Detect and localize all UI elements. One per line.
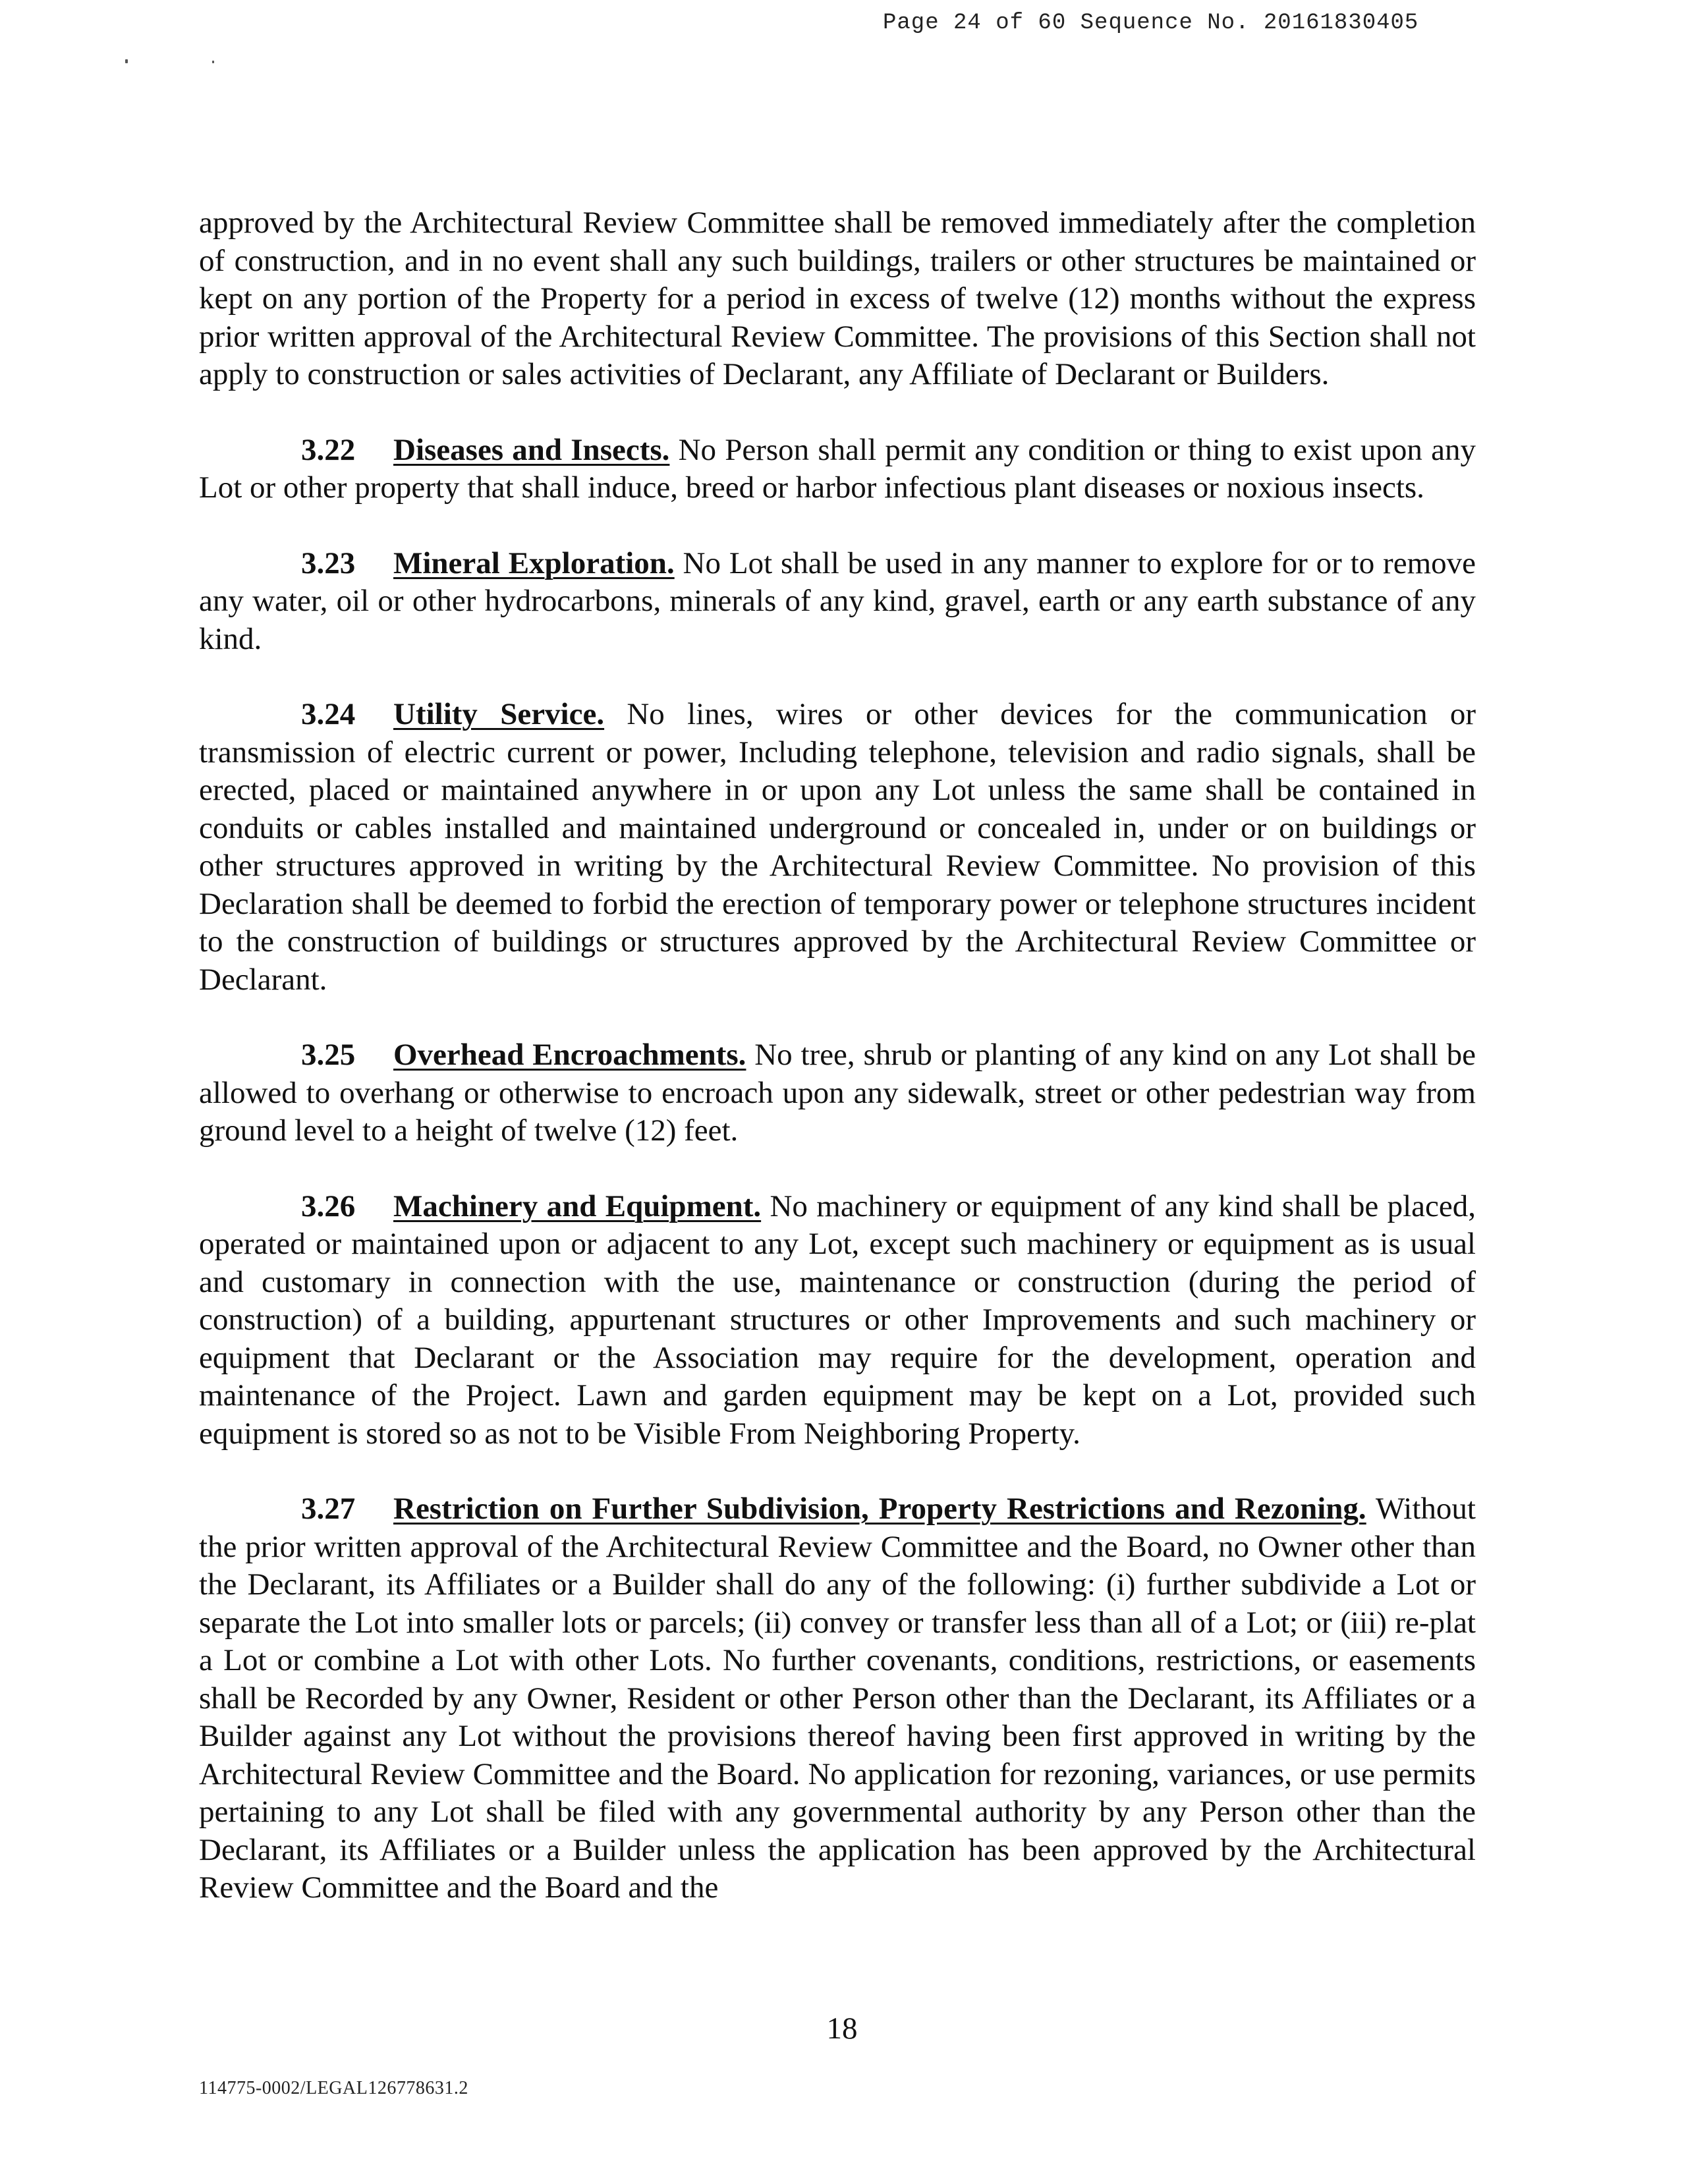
section-text: No Person shall permit any condition or thing to exist upon any Lot or other property that shall induce, breed or harbor infectious plant diseases or noxious insects. [199,432,1476,505]
section-title: Machinery and Equipment. [393,1189,762,1223]
section-number: 3.25 [301,1038,356,1072]
section-number: 3.27 [301,1492,356,1526]
continuation-paragraph: approved by the Architectural Review Committee shall be removed immediately after the completion of construction, and in no event shall any such buildings, trailers or other structures be maintained or kept on any portion of the Property for a period in excess of twelve (12) months without the express prior written approval of the Architectural Review Committee. The provisions of this Section shall not apply to construction or sales activities of Declarant, any Affiliate of Declarant or Builders. [199,206,1476,391]
section-3-23 [199,545,1476,659]
section-text: No lines, wires or other devices for the communication or transmission of electric current or power, Including telephone, television and radio signals, shall be erected, placed or maintained anywhere in or upon any Lot unless the same shall be contained in conduits or cables installed and maintained underground or concealed in, under or on buildings or other structures approved in writing by the Architectural Review Committee. No provision of this Declaration shall be deemed to forbid the erection of temporary power or telephone structures incident to the construction of buildings or structures approved by the Architectural Review Committee or Declarant. [199,697,1476,997]
section-number: 3.23 [301,546,356,580]
section-3-26 [199,1188,1476,1453]
page-number: 18 [826,2011,858,2046]
section-3-24 [199,696,1476,999]
section-text: Without the prior written approval of the Architectural Review Committee and the Board, no Owner other than the Declarant, its Affiliates or a Builder shall do any of the following: (i) further subdivide a Lot or separate the Lot into smaller lots or parcels; (ii) convey or transfer less than all of a Lot; or (iii) re-plat a Lot or combine a Lot with other Lots. No further covenants, conditions, restrictions, or easements shall be Recorded by any Owner, Resident or other Person other than the Declarant, its Affiliates or a Builder against any Lot without the provisions thereof having been first approved in writing by the Architectural Review Committee and the Board. No application for rezoning, variances, or use permits pertaining to any Lot shall be filed with any governmental authority by any Person other than the Declarant, its Affiliates or a Builder unless the application has been approved by the Architectural Review Committee and the Board and the [199,1492,1476,1905]
section-title: Restriction on Further Subdivision, Property Restrictions and Rezoning. [393,1492,1366,1526]
scan-speck [125,59,128,63]
section-title: Mineral Exploration. [393,546,675,580]
page-sequence-header: Page 24 of 60 Sequence No. 20161830405 [883,11,1419,36]
section-number: 3.26 [301,1189,356,1223]
section-text: No tree, shrub or planting of any kind on any Lot shall be allowed to overhang or otherwise to encroach upon any sidewalk, street or other pedestrian way from ground level to a height of twelve (12) feet. [199,1038,1476,1148]
document-id: 114775-0002/LEGAL126778631.2 [199,2078,468,2098]
document-body [199,204,1476,1945]
section-number: 3.22 [301,432,356,467]
section-title: Diseases and Insects. [393,432,670,467]
section-title: Overhead Encroachments. [393,1038,746,1072]
section-3-22 [199,432,1476,507]
section-text: No machinery or equipment of any kind shall be placed, operated or maintained upon or adjacent to any Lot, except such machinery or equipment as is usual and customary in connection with the use, maintenance or construction (during the period of construction) of a building, appurtenant structures or other Improvements and such machinery or equipment that Declarant or the Association may require for the development, operation and maintenance of the Project. Lawn and garden equipment may be kept on a Lot, provided such equipment is stored so as not to be Visible From Neighboring Property. [199,1189,1476,1451]
section-number: 3.24 [301,697,356,731]
section-text: No Lot shall be used in any manner to explore for or to remove any water, oil or other hydrocarbons, minerals of any kind, gravel, earth or any earth substance of any kind. [199,546,1476,656]
scan-speck [212,61,214,63]
section-3-27 [199,1490,1476,1907]
section-title: Utility Service. [393,697,605,731]
section-3-25 [199,1036,1476,1150]
